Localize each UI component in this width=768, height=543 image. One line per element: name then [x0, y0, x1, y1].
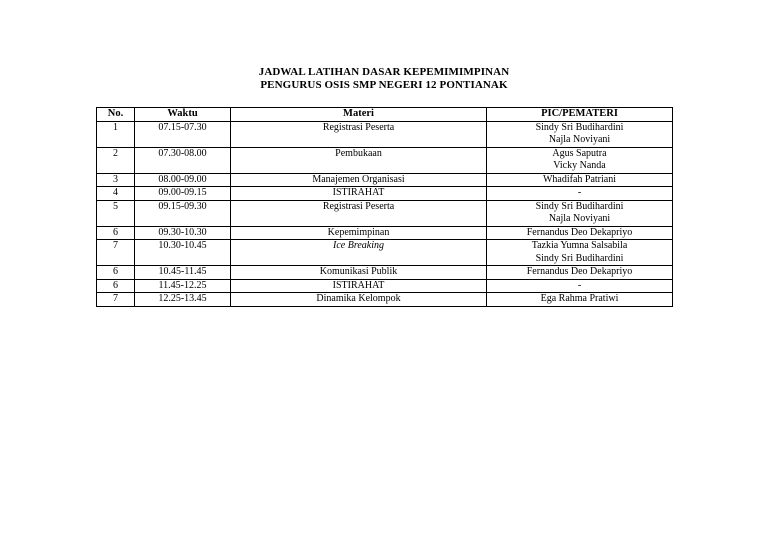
table-row: [97, 121, 673, 147]
table-row: [97, 147, 673, 173]
cell-pic: [487, 293, 673, 307]
pic-name: Najla Noviyani: [548, 213, 611, 224]
header-materi: Materi: [231, 108, 487, 122]
schedule-table: [96, 107, 673, 307]
cell-time: 10.45-11.45: [135, 266, 231, 280]
cell-no: 6: [97, 279, 135, 293]
cell-materi: Registrasi Peserta: [231, 200, 487, 226]
table-row: [97, 200, 673, 226]
cell-pic: [487, 226, 673, 240]
cell-no: 1: [97, 121, 135, 147]
cell-no: 6: [97, 226, 135, 240]
pic-name: -: [577, 187, 582, 198]
cell-pic: [487, 147, 673, 173]
pic-name: Fernandus Deo Dekapriyo: [526, 226, 633, 238]
cell-time: 12.25-13.45: [135, 293, 231, 307]
document-subtitle: PENGURUS OSIS SMP NEGERI 12 PONTIANAK: [260, 79, 508, 91]
cell-time: 07.15-07.30: [135, 121, 231, 147]
cell-time: 09.15-09.30: [135, 200, 231, 226]
cell-no: 7: [97, 240, 135, 266]
cell-no: 3: [97, 173, 135, 187]
document-title: JADWAL LATIHAN DASAR KEPEMIMIMPINAN: [258, 66, 510, 78]
cell-pic: [487, 173, 673, 187]
cell-time: 10.30-10.45: [135, 240, 231, 266]
cell-no: 2: [97, 147, 135, 173]
cell-pic: [487, 266, 673, 280]
cell-time: 08.00-09.00: [135, 173, 231, 187]
cell-time: 09.00-09.15: [135, 187, 231, 201]
cell-no: 4: [97, 187, 135, 201]
cell-materi: Pembukaan: [231, 147, 487, 173]
pic-name: Agus Saputra: [552, 147, 607, 159]
table-row: [97, 173, 673, 187]
table-row: [97, 226, 673, 240]
cell-no: 7: [97, 293, 135, 307]
table-row: [97, 279, 673, 293]
header-time: Waktu: [135, 108, 231, 122]
pic-name: Najla Noviyani: [548, 134, 611, 145]
cell-pic: [487, 279, 673, 293]
cell-no: 6: [97, 266, 135, 280]
cell-pic: [487, 200, 673, 226]
cell-time: 11.45-12.25: [135, 279, 231, 293]
table-row: [97, 240, 673, 266]
table-row: [97, 187, 673, 201]
cell-materi: Registrasi Peserta: [231, 121, 487, 147]
header-no: No.: [97, 108, 135, 122]
cell-materi: Dinamika Kelompok: [231, 293, 487, 307]
cell-materi: ISTIRAHAT: [231, 279, 487, 293]
cell-no: 5: [97, 200, 135, 226]
pic-name: Sindy Sri Budihardini: [535, 121, 624, 133]
cell-time: 09.30-10.30: [135, 226, 231, 240]
cell-pic: [487, 240, 673, 266]
pic-name: Sindy Sri Budihardini: [535, 200, 624, 212]
cell-materi: Ice Breaking: [231, 240, 487, 266]
cell-materi: Kepemimpinan: [231, 226, 487, 240]
cell-time: 07.30-08.00: [135, 147, 231, 173]
pic-name: -: [577, 279, 582, 291]
pic-name: Sindy Sri Budihardini: [535, 252, 624, 264]
pic-name: Tazkia Yumna Salsabila: [531, 240, 628, 251]
table-row: [97, 266, 673, 280]
header-pic: PIC/PEMATERI: [487, 108, 673, 122]
table-row: [97, 293, 673, 307]
cell-pic: [487, 121, 673, 147]
cell-pic: [487, 187, 673, 201]
table-header-row: [97, 108, 673, 122]
cell-materi: Manajemen Organisasi: [231, 173, 487, 187]
pic-name: Vicky Nanda: [553, 160, 606, 171]
pic-name: Fernandus Deo Dekapriyo: [526, 266, 633, 277]
pic-name: Whadifah Patriani: [542, 173, 617, 185]
cell-materi: Komunikasi Publik: [231, 266, 487, 280]
cell-materi: ISTIRAHAT: [231, 187, 487, 201]
pic-name: Ega Rahma Pratiwi: [540, 293, 619, 304]
